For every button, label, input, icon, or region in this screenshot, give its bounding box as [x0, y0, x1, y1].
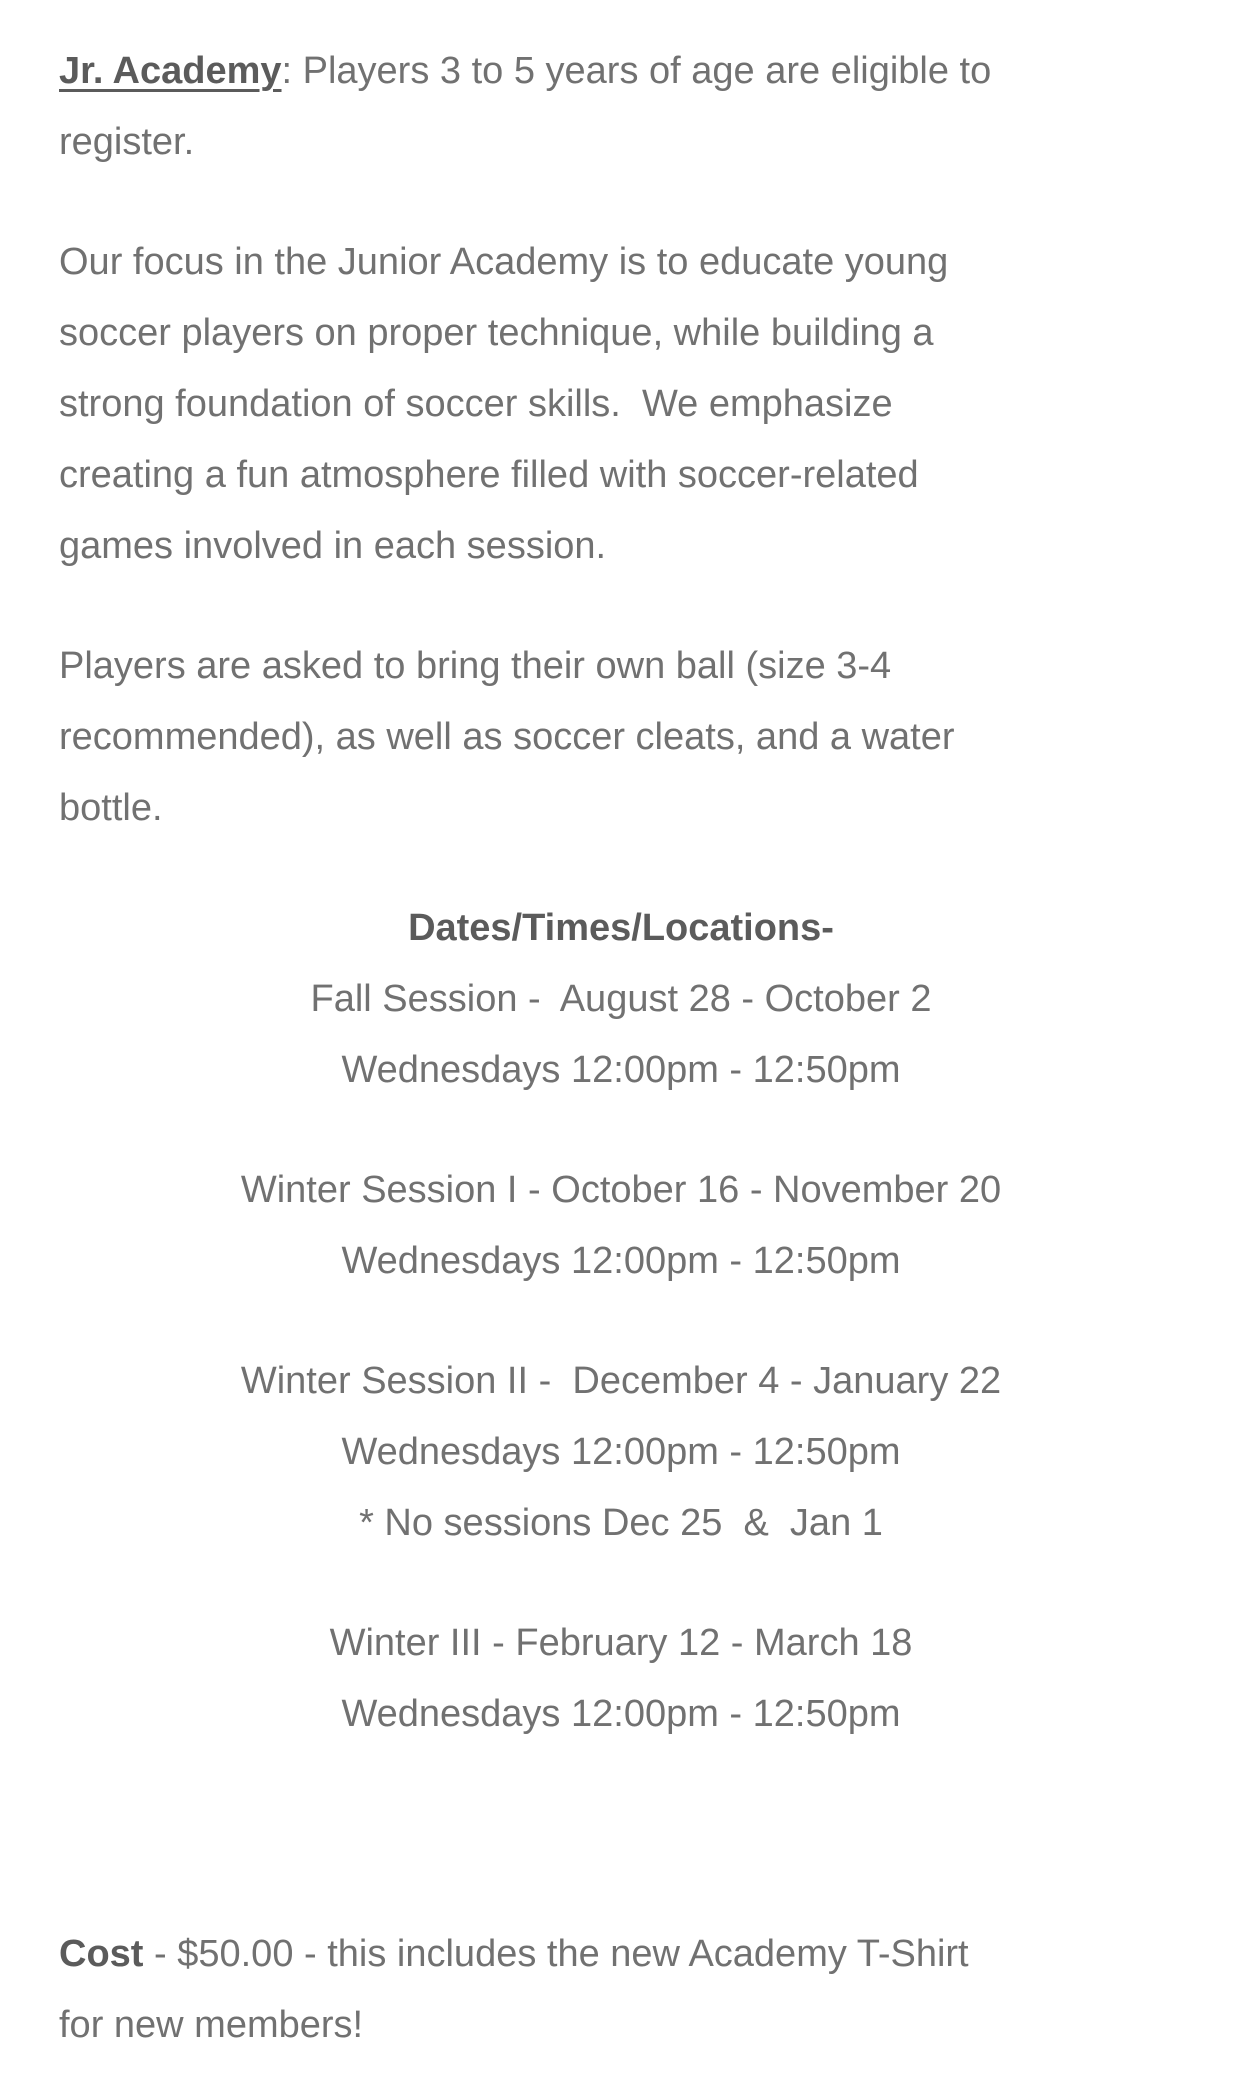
- winter3-session-times: Wednesdays 12:00pm - 12:50pm: [341, 1693, 901, 1735]
- blank-line: [59, 1799, 1183, 1870]
- fall-session-times: Wednesdays 12:00pm - 12:50pm: [341, 1049, 901, 1091]
- equipment-paragraph: [59, 631, 1183, 844]
- intro-line-1: [59, 36, 1183, 107]
- cost-line-1: [59, 1919, 1183, 1990]
- equipment-line: bottle.: [59, 787, 163, 829]
- focus-line: games involved in each session.: [59, 525, 607, 567]
- cost-label: Cost: [59, 1933, 144, 1975]
- winter3-session-dates: Winter III - February 12 - March 18: [329, 1622, 913, 1664]
- focus-paragraph: [59, 227, 1183, 582]
- schedule-winter1-group: [59, 1155, 1183, 1297]
- winter2-session-note: * No sessions Dec 25 & Jan 1: [359, 1502, 883, 1544]
- winter2-session-dates: Winter Session II - December 4 - January 22: [240, 1360, 1002, 1402]
- schedule-winter2-group: [59, 1346, 1183, 1559]
- cost-paragraph: [59, 1919, 1183, 2061]
- schedule-heading: Dates/Times/Locations-: [408, 907, 834, 949]
- jr-academy-label: Jr. Academy: [59, 50, 282, 92]
- focus-line: creating a fun atmosphere filled with soccer-related: [59, 454, 919, 496]
- cost-text: - $50.00 - this includes the new Academy T-Shirt: [143, 1933, 969, 1975]
- equipment-line: recommended), as well as soccer cleats, and a water: [59, 716, 955, 758]
- intro-text: : Players 3 to 5 years of age are eligible to: [281, 50, 992, 92]
- winter1-session-times: Wednesdays 12:00pm - 12:50pm: [341, 1240, 901, 1282]
- equipment-line: Players are asked to bring their own ball (size 3-4: [59, 645, 892, 687]
- fall-session-dates: Fall Session - August 28 - October 2: [310, 978, 932, 1020]
- intro-line-2: register.: [59, 121, 195, 163]
- cost-line-2: for new members!: [59, 2004, 364, 2046]
- winter2-session-times: Wednesdays 12:00pm - 12:50pm: [341, 1431, 901, 1473]
- focus-line: strong foundation of soccer skills. We emphasize: [59, 383, 893, 425]
- winter1-session-dates: Winter Session I - October 16 - November 20: [240, 1169, 1002, 1211]
- schedule-winter3-group: [59, 1608, 1183, 1750]
- focus-line: soccer players on proper technique, while building a: [59, 312, 934, 354]
- focus-line: Our focus in the Junior Academy is to educate young: [59, 241, 949, 283]
- schedule-fall-group: [59, 893, 1183, 1106]
- intro-paragraph: [59, 36, 1183, 178]
